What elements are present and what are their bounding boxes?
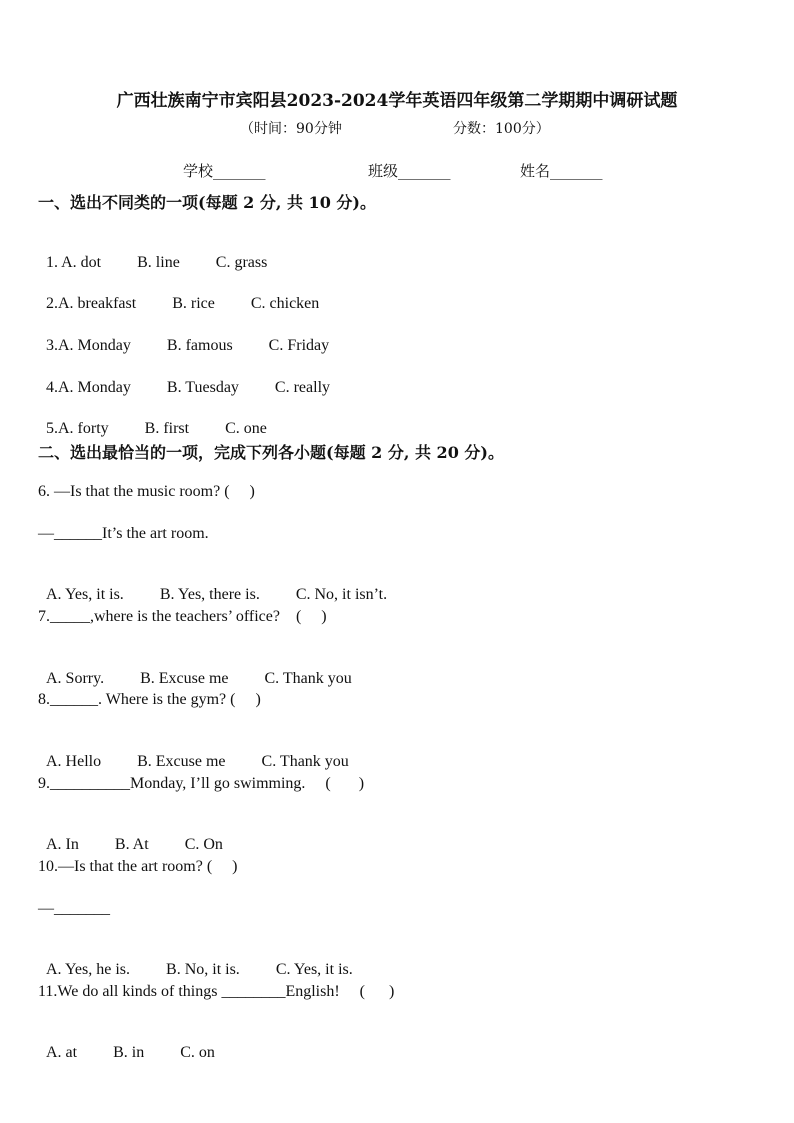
q3-option-c: C. Friday (268, 337, 330, 354)
q5-option-c: C. one (225, 420, 267, 437)
school-field: 学校_______ (183, 162, 266, 180)
q1-option-b: B. line (137, 254, 180, 271)
section-1-heading: 一、选出不同类的一项(每题 2 分, 共 10 分)。 (38, 193, 376, 212)
question-8-stem: 8.______. Where is the gym? ( ) (38, 691, 261, 708)
q5-option-b: B. first (144, 420, 190, 437)
class-field: 班级_______ (368, 162, 451, 180)
question-11-options (38, 1023, 251, 1063)
question-9-stem: 9.__________Monday, I’ll go swimming. ( ) (38, 775, 365, 792)
q4-option-b: B. Tuesday (166, 379, 239, 396)
question-8-options (38, 732, 385, 772)
q9-option-c: C. On (184, 836, 223, 853)
q11-option-a: A. at (46, 1044, 78, 1061)
question-6-options (38, 565, 423, 605)
q11-option-c: C. on (180, 1044, 215, 1061)
q6-option-a: A. Yes, it is. (46, 586, 124, 603)
q2-option-b: B. rice (172, 295, 215, 312)
q8-option-c: C. Thank you (261, 753, 349, 770)
q9-option-a: A. In (46, 836, 79, 853)
q11-option-b: B. in (113, 1044, 145, 1061)
question-2 (38, 274, 355, 314)
q1-option-a: 1. A. dot (46, 254, 102, 271)
q2-option-c: C. chicken (250, 295, 320, 312)
q7-option-a: A. Sorry. (46, 670, 105, 687)
question-10-options (38, 940, 389, 980)
question-11-stem: 11.We do all kinds of things ________English! ( ) (38, 983, 395, 1000)
question-6-reply: —______It’s the art room. (38, 525, 209, 542)
q8-option-a: A. Hello (46, 753, 102, 770)
q2-option-a: 2.A. breakfast (46, 295, 137, 312)
q6-option-b: B. Yes, there is. (159, 586, 260, 603)
question-5 (38, 399, 303, 439)
q10-option-b: B. No, it is. (166, 961, 240, 978)
page-title: 广西壮族南宁市宾阳县2023-2024学年英语四年级第二学期期中调研试题 (116, 91, 678, 111)
q7-option-b: B. Excuse me (140, 670, 229, 687)
question-3 (38, 316, 365, 356)
q8-option-b: B. Excuse me (137, 753, 226, 770)
question-1 (38, 233, 303, 273)
q10-option-c: C. Yes, it is. (275, 961, 353, 978)
question-7-options (38, 649, 388, 689)
question-7-stem: 7._____,where is the teachers’ office? ( ) (38, 608, 327, 625)
question-6-stem: 6. —Is that the music room? ( ) (38, 483, 255, 500)
q3-option-b: B. famous (166, 337, 233, 354)
exam-score: 分数：100分） (453, 121, 550, 137)
question-9-options (38, 815, 259, 855)
name-field: 姓名_______ (520, 162, 603, 180)
q4-option-a: 4.A. Monday (46, 379, 131, 396)
q5-option-a: 5.A. forty (46, 420, 109, 437)
exam-time: （时间：90分钟 (240, 121, 342, 137)
q7-option-c: C. Thank you (264, 670, 352, 687)
section-2-heading: 二、选出最恰当的一项，完成下列各小题(每题 2 分, 共 20 分)。 (38, 443, 504, 462)
q6-option-c: C. No, it isn’t. (295, 586, 388, 603)
q9-option-b: B. At (114, 836, 149, 853)
question-10-stem: 10.—Is that the art room? ( ) (38, 858, 238, 875)
question-10-reply: —_______ (38, 900, 110, 917)
q4-option-c: C. really (274, 379, 331, 396)
q10-option-a: A. Yes, he is. (46, 961, 131, 978)
q3-option-a: 3.A. Monday (46, 337, 131, 354)
q1-option-c: C. grass (215, 254, 268, 271)
question-4 (38, 358, 366, 398)
